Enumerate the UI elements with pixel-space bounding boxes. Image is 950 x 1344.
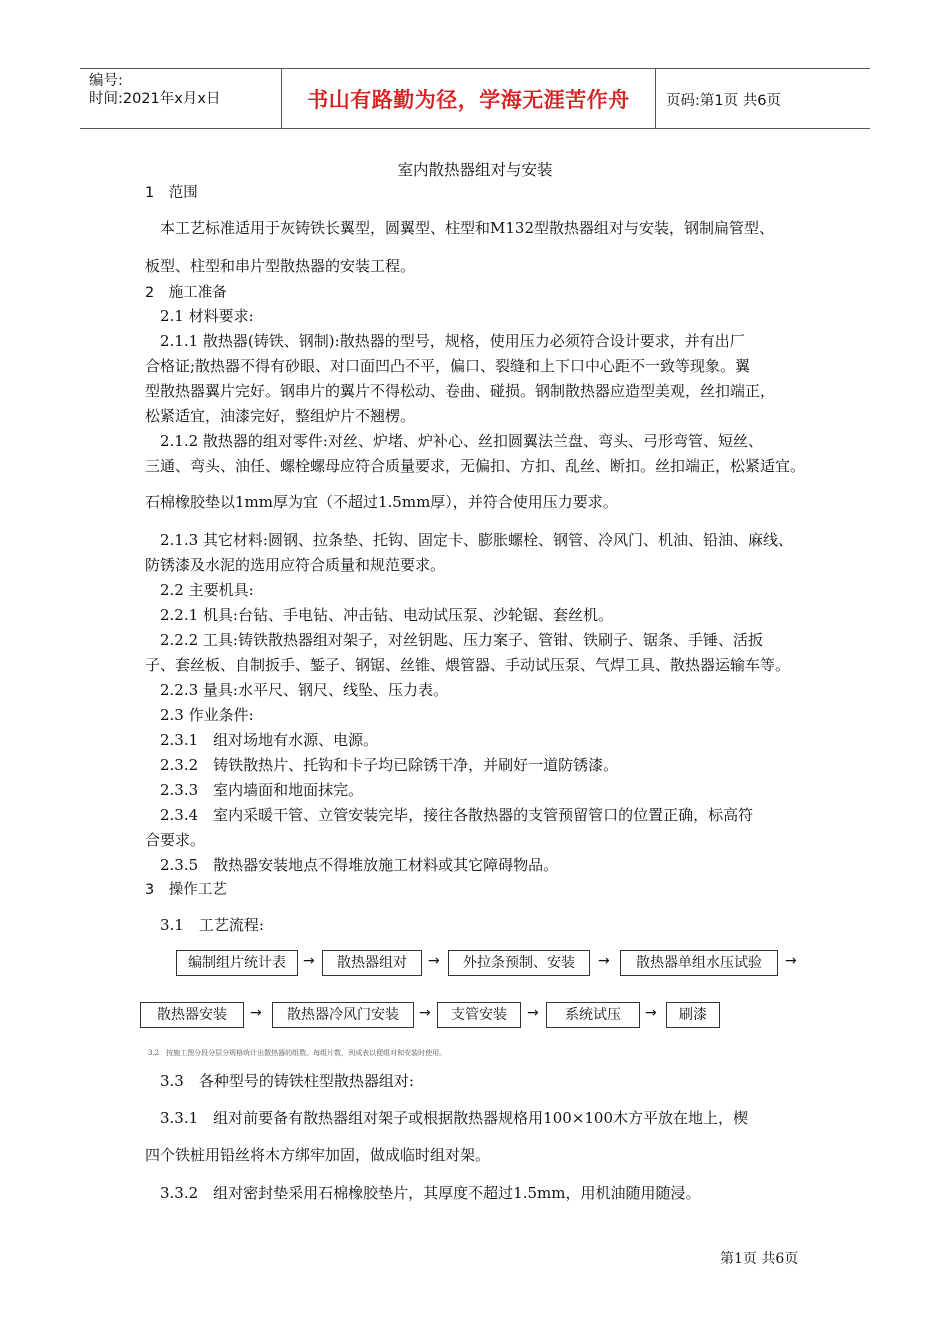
flow-step: 散热器单组水压试验: [620, 950, 778, 976]
flow-arrow: →: [419, 1005, 431, 1021]
paragraph: 型散热器翼片完好。钢串片的翼片不得松动、卷曲、碰损。钢制散热器应造型美观，丝扣端正，: [145, 382, 776, 400]
paragraph: 2.3.5 散热器安装地点不得堆放施工材料或其它障碍物品。: [160, 856, 559, 874]
paragraph: 2.3.3 室内墙面和地面抹完。: [160, 781, 364, 799]
paragraph: 2.1.2 散热器的组对零件:对丝、炉堵、炉补心、丝扣圆翼法兰盘、弯头、弓形弯管、短丝、: [160, 432, 763, 450]
flow-step: 支管安装: [437, 1002, 521, 1028]
paragraph: 3.1 工艺流程:: [160, 916, 264, 934]
section-1-heading: 1 范围: [145, 185, 198, 201]
header-left-cell: [89, 72, 220, 108]
paragraph: 2.3.1 组对场地有水源、电源。: [160, 731, 379, 749]
flow-step: 外拉条预制、安装: [448, 950, 590, 976]
header-divider-2: [655, 68, 656, 128]
paragraph: 四个铁桩用铅丝将木方绑牢加固，做成临时组对架。: [145, 1146, 491, 1164]
paragraph: 3.3.2 组对密封垫采用石棉橡胶垫片，其厚度不超过1.5mm，用机油随用随浸。: [160, 1184, 701, 1202]
paragraph: 合格证;散热器不得有砂眼、对口面凹凸不平，偏口、裂缝和上下口中心距不一致等现象。翼: [145, 357, 751, 375]
flow-step: 散热器组对: [322, 950, 422, 976]
paragraph: 2.2.2 工具:铸铁散热器组对架子，对丝钥匙、压力案子、管钳、铁刷子、锯条、手锤、活扳: [160, 631, 763, 649]
note-3-2: 3.2 按施工图分段分层分规格统计出散热器的组数、每组片数，列成表以便组对和安装时使用。: [148, 1049, 447, 1057]
flow-arrow: →: [527, 1005, 539, 1021]
flow-step: 散热器冷风门安装: [272, 1002, 414, 1028]
paragraph: 合要求。: [145, 831, 206, 849]
paragraph: 石棉橡胶垫以1mm厚为宜（不超过1.5mm厚），并符合使用压力要求。: [145, 493, 618, 511]
flow-arrow: →: [598, 953, 610, 969]
flow-arrow: →: [428, 953, 440, 969]
paragraph: 本工艺标准适用于灰铸铁长翼型，圆翼型、柱型和M132型散热器组对与安装，钢制扁管型、: [160, 219, 774, 237]
header-top-border: [80, 68, 870, 69]
header-number: 编号:: [89, 73, 123, 89]
paragraph: 2.1 材料要求:: [160, 307, 254, 325]
footer-page-number: 第1页 共6页: [720, 1251, 799, 1267]
header-page-number: 页码:第1页 共6页: [666, 93, 781, 109]
paragraph: 2.1.1 散热器(铸铁、钢制):散热器的型号，规格，使用压力必须符合设计要求，并有出厂: [160, 332, 745, 350]
flow-step: 散热器安装: [140, 1002, 244, 1028]
paragraph: 防锈漆及水泥的选用应符合质量和规范要求。: [145, 556, 446, 574]
paragraph: 2.2 主要机具:: [160, 581, 254, 599]
paragraph: 2.3.4 室内采暖干管、立管安装完毕，接往各散热器的支管预留管口的位置正确，标高符: [160, 806, 754, 824]
paragraph: 2.2.1 机具:台钻、手电钻、冲击钻、电动试压泵、沙轮锯、套丝机。: [160, 606, 613, 624]
paragraph: 2.3 作业条件:: [160, 706, 254, 724]
paragraph: 2.3.2 铸铁散热片、托钩和卡子均已除锈干净，并刷好一道防锈漆。: [160, 756, 619, 774]
paragraph: 3.3.1 组对前要备有散热器组对架子或根据散热器规格用100×100木方平放在地上，楔: [160, 1109, 748, 1127]
flow-arrow: →: [250, 1005, 262, 1021]
doc-title: 室内散热器组对与安装: [397, 161, 553, 179]
section-2-heading: 2 施工准备: [145, 285, 227, 301]
flow-step: 刷漆: [666, 1002, 720, 1028]
paragraph: 板型、柱型和串片型散热器的安装工程。: [145, 257, 416, 275]
paragraph: 子、套丝板、自制扳手、錾子、钢锯、丝锥、煨管器、手动试压泵、气焊工具、散热器运输车等。: [145, 656, 791, 674]
paragraph: 三通、弯头、油任、螺栓螺母应符合质量要求，无偏扣、方扣、乱丝、断扣。丝扣端正，松紧适宜。: [145, 457, 806, 475]
flow-arrow: →: [645, 1005, 657, 1021]
paragraph: 2.2.3 量具:水平尺、钢尺、线坠、压力表。: [160, 681, 448, 699]
paragraph: 3.3 各种型号的铸铁柱型散热器组对:: [160, 1072, 414, 1090]
flow-step: 编制组片统计表: [176, 950, 298, 976]
paragraph: 松紧适宜，油漆完好，整组炉片不翘楞。: [145, 407, 416, 425]
header-bottom-border: [80, 128, 870, 129]
flow-step: 系统试压: [546, 1002, 640, 1028]
paragraph: 2.1.3 其它材料:圆钢、拉条垫、托钩、固定卡、膨胀螺栓、钢管、冷风门、机油、铅油、麻线、: [160, 531, 793, 549]
flow-arrow: →: [303, 953, 315, 969]
section-3-heading: 3 操作工艺: [145, 882, 227, 898]
header-time: 时间:2021年x月x日: [89, 91, 221, 107]
flow-arrow: →: [785, 953, 797, 969]
header-motto: 书山有路勤为径，学海无涯苦作舟: [307, 88, 630, 112]
